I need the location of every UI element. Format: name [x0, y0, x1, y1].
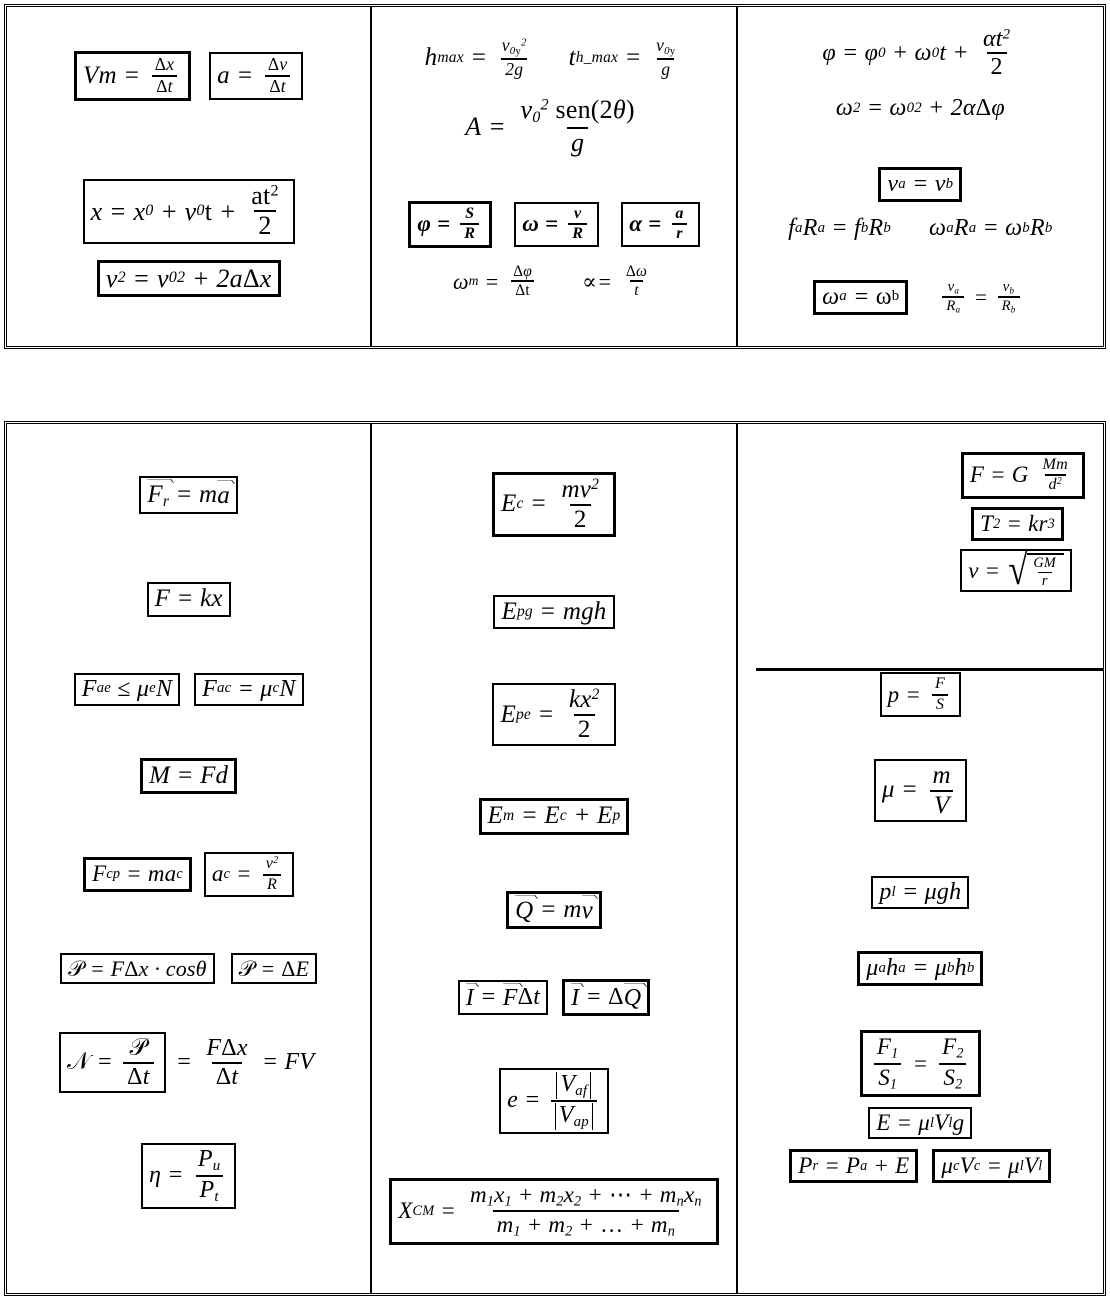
formula-angular-radius-relation: ω a R a = ω b R b: [929, 215, 1053, 242]
formula-row: [7, 758, 370, 794]
formula-angular-position: φ = $\frac{S}{R}$: [408, 201, 492, 248]
formula-row: [372, 95, 735, 159]
formula-keplers-third-law: T 2 = kr 3: [971, 507, 1064, 541]
formula-position-time: x = x 0 + v 0 t + $\frac{at^2}{2}$: [83, 179, 295, 244]
formula-row: [372, 979, 735, 1016]
formula-row: [7, 179, 370, 244]
energy-momentum-cell: [372, 424, 737, 1293]
projectile-and-circular-kinematics-cell: [372, 7, 737, 346]
formula-max-height: h max = $\frac{v_{0y}^2}{2g}$: [424, 35, 527, 79]
formula-row: [738, 452, 1103, 499]
formula-row: [738, 672, 1103, 717]
formula-efficiency: η = $\frac{P_u}{P_t}$: [141, 1143, 236, 1209]
formula-buoyant-force: E = μ l V l g: [868, 1107, 972, 1139]
formula-row: [372, 683, 735, 746]
formula-work-force-displacement: 𝒫 = F Δ x · cosθ: [60, 953, 215, 984]
formula-row: [7, 953, 370, 984]
formula-hookes-law: F = kx: [147, 582, 231, 616]
formula-kinetic-friction: F ac = μ c N: [194, 673, 303, 706]
formula-angular-torricelli: ω 2 = ω 0 2 + 2 α Δ φ: [835, 94, 1005, 121]
formula-angular-acceleration: α = $\frac{a}{r}$: [621, 202, 699, 247]
formula-row: [738, 507, 1103, 541]
formula-newton-second-law: $F_r$ = m a: [139, 476, 238, 514]
formula-row: [738, 94, 1103, 123]
formula-mean-angular-velocity: ω m = $\frac{\Delta\varphi}{\Delta t}$: [452, 262, 532, 300]
formula-row: [738, 1149, 1103, 1183]
angular-kinematics-cell: [738, 7, 1103, 346]
formula-pascal-principle: $\frac{F_1}{S_1}$ = $\frac{F_2}{S_2}$: [860, 1030, 981, 1097]
formula-mean-velocity: Vm = $\frac{\Delta x}{\Delta t}$: [74, 51, 191, 101]
formula-row: [7, 1032, 370, 1093]
formula-elastic-potential-energy: E pe = $\frac{kx^2}{2}$: [492, 683, 615, 746]
formula-time-max-height: t h_max = $\frac{v_{0y}}{g}$: [568, 35, 676, 79]
formula-gravitational-potential-energy: E pg = mgh: [493, 595, 614, 629]
formula-row: [738, 876, 1103, 909]
formula-universal-gravitation: F = G $\frac{Mm}{d^2}$: [961, 452, 1085, 499]
gravitation-fluids-cell: [738, 424, 1103, 1293]
formula-row: [7, 852, 370, 897]
formula-row: [7, 673, 370, 706]
formula-centripetal-acceleration: a c = $\frac{v^2}{R}$: [204, 852, 294, 897]
formula-row: [372, 201, 735, 248]
formula-pressure: p = $\frac{F}{S}$: [880, 672, 961, 717]
formula-hydrostatic-pressure: p l = μgh: [871, 876, 969, 909]
formula-row: [738, 1030, 1103, 1097]
formula-row: [738, 25, 1103, 82]
dynamics-table: [4, 421, 1106, 1296]
formula-row: [738, 546, 1103, 595]
kinematics-table: [4, 4, 1106, 349]
formula-impulse-momentum: I = Δ Q: [562, 979, 650, 1016]
formula-row: [7, 476, 370, 514]
formula-row: [7, 582, 370, 616]
formula-equal-linear-speeds: v a = v b: [878, 167, 962, 202]
formula-speed-radius-ratio: $\frac{v_a}{R_a}$ = $\frac{v_b}{R_b}$: [934, 278, 1027, 317]
formula-center-of-mass: X CM = $\frac{m_1x_1 + m_2x_2 + \cdots + m_nx_n}{m_1 + m_2 + \dots + m_n}$: [389, 1178, 718, 1245]
formula-row: [738, 951, 1103, 986]
formula-restitution-coefficient: e = $\frac{V_{af}}{V_{ap}}$: [499, 1068, 609, 1134]
formula-apparent-weight: P r = P a + E: [789, 1149, 918, 1183]
formula-row: [372, 262, 735, 301]
formula-row: [372, 595, 735, 629]
formula-equal-angular-speeds: ω a = ω b: [813, 280, 908, 315]
formula-floating-body: μ c V c = μ l V l: [932, 1149, 1051, 1183]
formula-row: [738, 1107, 1103, 1139]
formula-row: [7, 1143, 370, 1209]
formula-linear-momentum: Q = m v: [506, 891, 602, 929]
formula-row: [738, 759, 1103, 822]
forces-work-power-cell: [7, 424, 372, 1293]
formula-acceleration: a = $\frac{\Delta v}{\Delta t}$: [209, 52, 303, 100]
formula-static-friction: F ae ≤ μ e N: [74, 673, 180, 706]
formula-row: [372, 891, 735, 929]
formula-row: [738, 214, 1103, 243]
formula-mean-angular-acceleration: ∝ = $\frac{\Delta\omega}{t}$: [582, 262, 648, 300]
linear-kinematics-cell: [7, 7, 372, 346]
formula-range: A = $\frac{v_0^2 sen(2\theta)}{g}$: [465, 94, 635, 158]
formula-angular-position-time: φ = φ 0 + ω 0 t + $\frac{\alpha t^2}{2}$: [822, 26, 1011, 81]
formula-work-energy-theorem: 𝒫 = Δ E: [231, 953, 318, 984]
formula-row: [7, 51, 370, 101]
formula-row: [738, 167, 1103, 202]
formula-torricelli: v 2 = v 0 2 + 2 a Δ x: [97, 260, 281, 297]
formula-centripetal-force: F cp = ma c: [83, 857, 192, 891]
formula-kinetic-energy: E c = $\frac{mv^2}{2}$: [492, 472, 616, 537]
formula-row: [372, 798, 735, 834]
formula-row: [372, 1068, 735, 1134]
formula-angular-velocity: ω = $\frac{v}{R}$: [514, 202, 599, 247]
formula-orbital-velocity: v = √ $\frac{GM}{r}$: [960, 549, 1072, 592]
formula-frequency-radius-relation: f a R a = f b R b: [788, 215, 892, 242]
formula-power: 𝒩 = $\frac{\text{𝒫}}{\Delta t}$: [59, 1032, 166, 1093]
formula-impulse-force: I = F Δ t: [458, 980, 548, 1015]
formula-mechanical-energy: E m = E c + E p: [479, 798, 630, 834]
formula-row: [372, 1178, 735, 1245]
formula-row: [7, 260, 370, 297]
formula-row: [372, 35, 735, 81]
gravitation-fluids-divider: [756, 668, 1103, 671]
formula-row: [372, 472, 735, 537]
formula-row: [738, 278, 1103, 317]
formula-moment-of-force: M = Fd: [140, 758, 237, 794]
formula-connected-vessels: μ a h a = μ b h b: [857, 951, 983, 986]
formula-power-expansion: = $\frac{\text{FΔx}}{\Delta t}$ = FV: [169, 1035, 315, 1090]
formula-density: μ = $\frac{m}{V}$: [874, 759, 967, 822]
